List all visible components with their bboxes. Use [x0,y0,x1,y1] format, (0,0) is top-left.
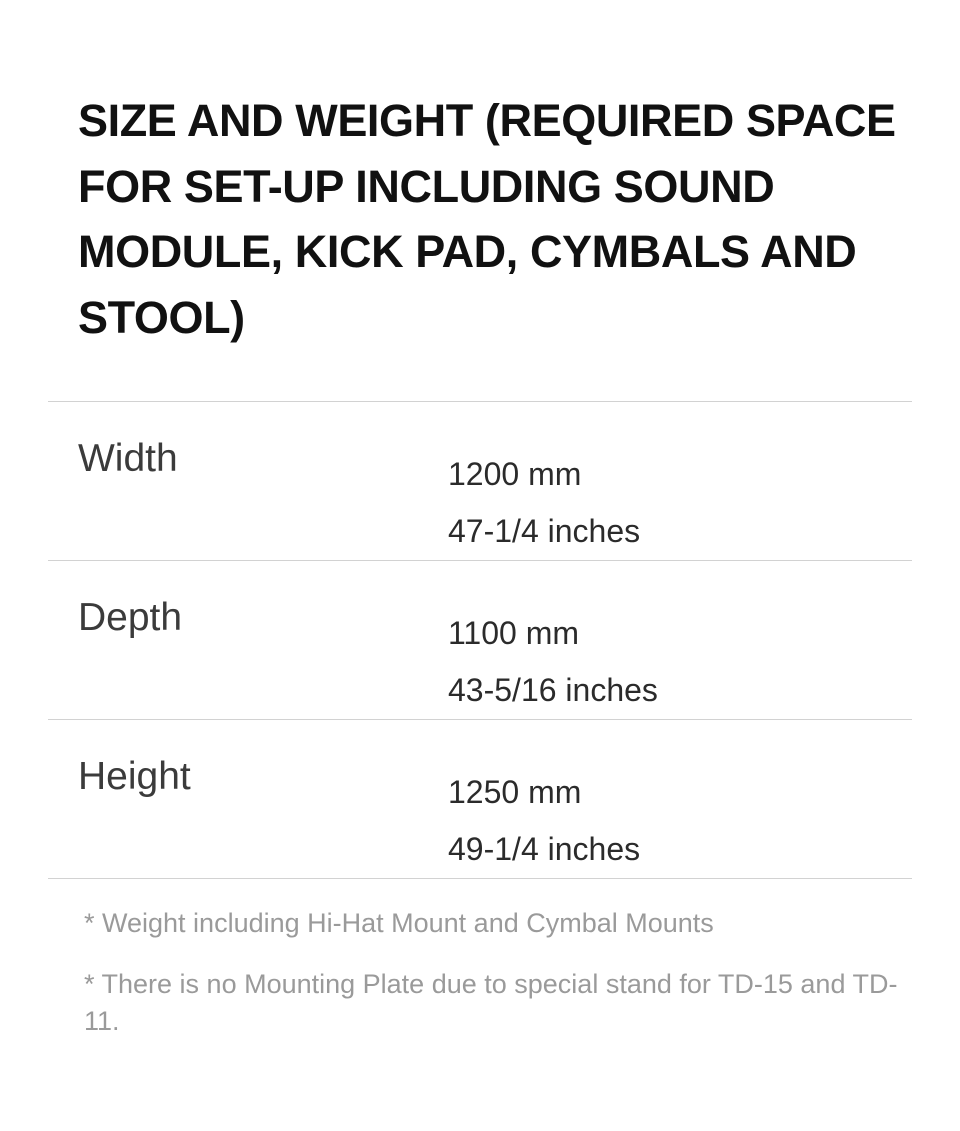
footnotes [48,879,912,1041]
spec-row-width [48,402,912,560]
spec-row-depth [48,561,912,719]
footnote: * Weight including Hi-Hat Mount and Cymbal Mounts [84,907,714,938]
spec-label: Width [78,436,178,480]
spec-value-metric: 1250 mm [448,773,582,810]
page-title: SIZE AND WEIGHT (REQUIRED SPACE FOR SET-UP INCLUDING SOUND MODULE, KICK PAD, CYMBALS AND STOOL) [78,95,896,344]
spec-label: Depth [78,595,183,639]
spec-value-imperial: 43-5/16 inches [448,671,658,708]
footnote: * There is no Mounting Plate due to special stand for TD-15 and TD-11. [84,969,898,1037]
spec-row-height [48,720,912,878]
spec-value-metric: 1100 mm [448,614,580,651]
spec-values [448,720,640,878]
spec-values [448,561,658,719]
spec-label: Height [78,754,191,798]
spec-value-imperial: 49-1/4 inches [448,830,641,867]
spec-values [448,402,640,560]
spec-value-metric: 1200 mm [448,455,582,492]
spec-value-imperial: 47-1/4 inches [448,512,641,549]
